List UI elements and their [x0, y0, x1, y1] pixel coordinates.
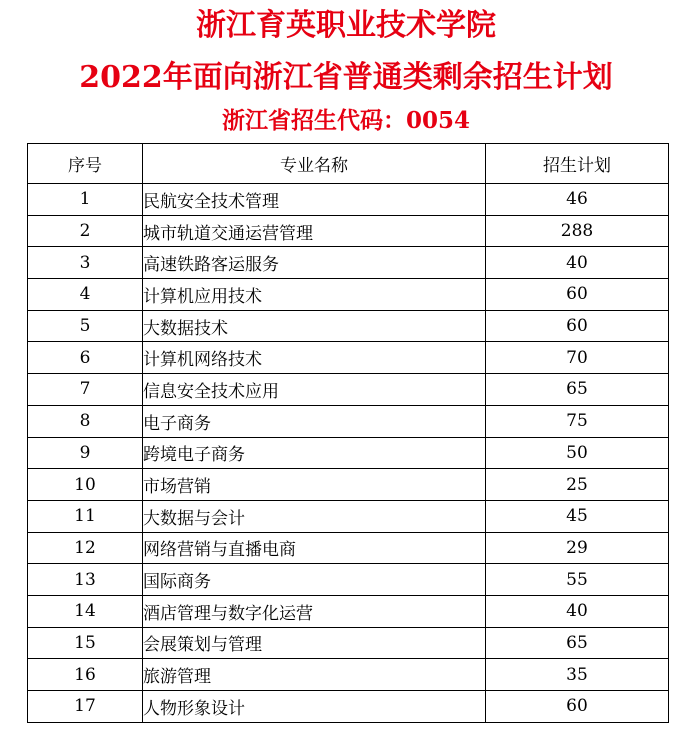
row-major-name: 城市轨道交通运营管理 [143, 215, 486, 247]
row-major-name: 信息安全技术应用 [143, 374, 486, 406]
row-index: 13 [28, 564, 143, 596]
row-quota: 288 [486, 215, 669, 247]
header-index: 序号 [28, 144, 143, 184]
row-quota: 46 [486, 184, 669, 216]
table-row [28, 247, 669, 279]
table-body [28, 184, 669, 723]
document-subtitle: 2022年面向浙江省普通类剩余招生计划 [79, 60, 613, 95]
row-major-name: 大数据与会计 [143, 500, 486, 532]
row-index: 5 [28, 310, 143, 342]
row-index: 9 [28, 437, 143, 469]
table-row [28, 215, 669, 247]
row-major-name: 市场营销 [143, 469, 486, 501]
row-quota: 75 [486, 405, 669, 437]
row-index: 3 [28, 247, 143, 279]
row-quota: 60 [486, 310, 669, 342]
table-row [28, 310, 669, 342]
row-major-name: 大数据技术 [143, 310, 486, 342]
table-row [28, 691, 669, 723]
row-index: 15 [28, 627, 143, 659]
table-row [28, 469, 669, 501]
row-major-name: 旅游管理 [143, 659, 486, 691]
table-row [28, 500, 669, 532]
row-major-name: 民航安全技术管理 [143, 184, 486, 216]
row-quota: 65 [486, 374, 669, 406]
table-row [28, 184, 669, 216]
row-major-name: 国际商务 [143, 564, 486, 596]
row-major-name: 高速铁路客运服务 [143, 247, 486, 279]
row-major-name: 计算机网络技术 [143, 342, 486, 374]
table-header-row [28, 144, 669, 184]
table-row [28, 342, 669, 374]
row-quota: 35 [486, 659, 669, 691]
table-row [28, 532, 669, 564]
header-major: 专业名称 [143, 144, 486, 184]
row-quota: 55 [486, 564, 669, 596]
row-quota: 70 [486, 342, 669, 374]
row-index: 14 [28, 595, 143, 627]
table-row [28, 437, 669, 469]
row-quota: 60 [486, 279, 669, 311]
row-major-name: 电子商务 [143, 405, 486, 437]
table-row [28, 659, 669, 691]
row-index: 6 [28, 342, 143, 374]
table-row [28, 279, 669, 311]
row-quota: 29 [486, 532, 669, 564]
row-major-name: 计算机应用技术 [143, 279, 486, 311]
enrollment-code: 浙江省招生代码：0054 [221, 107, 470, 134]
row-index: 16 [28, 659, 143, 691]
row-index: 2 [28, 215, 143, 247]
row-index: 7 [28, 374, 143, 406]
row-index: 12 [28, 532, 143, 564]
table-row [28, 405, 669, 437]
table-row [28, 627, 669, 659]
row-quota: 25 [486, 469, 669, 501]
document-title: 浙江育英职业技术学院 [196, 8, 496, 43]
row-quota: 45 [486, 500, 669, 532]
table-row [28, 564, 669, 596]
row-quota: 40 [486, 247, 669, 279]
row-major-name: 跨境电子商务 [143, 437, 486, 469]
row-major-name: 会展策划与管理 [143, 627, 486, 659]
enrollment-plan-table [27, 143, 669, 723]
row-quota: 50 [486, 437, 669, 469]
row-major-name: 人物形象设计 [143, 691, 486, 723]
row-index: 4 [28, 279, 143, 311]
row-major-name: 网络营销与直播电商 [143, 532, 486, 564]
row-quota: 65 [486, 627, 669, 659]
row-index: 10 [28, 469, 143, 501]
row-index: 11 [28, 500, 143, 532]
row-index: 17 [28, 691, 143, 723]
row-major-name: 酒店管理与数字化运营 [143, 595, 486, 627]
table-row [28, 595, 669, 627]
row-index: 1 [28, 184, 143, 216]
table-row [28, 374, 669, 406]
row-index: 8 [28, 405, 143, 437]
row-quota: 60 [486, 691, 669, 723]
row-quota: 40 [486, 595, 669, 627]
header-quota: 招生计划 [486, 144, 669, 184]
